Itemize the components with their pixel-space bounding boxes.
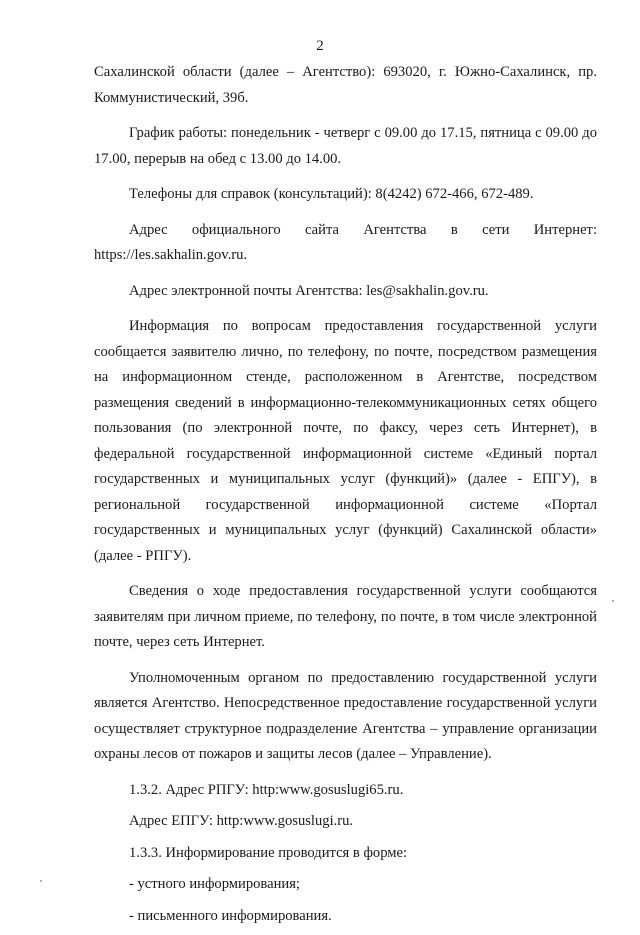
paragraph-website: Адрес официального сайта Агентства в сети Интернет: https://les.sakhalin.gov.ru. <box>94 221 597 263</box>
paragraph-agency-address: Сахалинской области (далее – Агентство): 693020, г. Южно-Сахалинск, пр. Коммунистический, 39б. <box>94 64 597 106</box>
paragraph-informing-forms: 1.3.3. Информирование проводится в форме: <box>129 844 408 861</box>
document-body <box>94 60 597 935</box>
list-item-oral: - устного информирования; <box>129 876 300 892</box>
paragraph-work-schedule: График работы: понедельник - четверг с 09.00 до 17.15, пятница с 09.00 до 17.00, перерыв на обед с 13.00 до 14.00. <box>94 125 597 167</box>
paragraph-rpgu-address: 1.3.2. Адрес РПГУ: http:www.gosuslugi65.ru. <box>129 781 404 798</box>
paragraph-information-channels: Информация по вопросам предоставления государственной услуги сообщается заявителю лично, по телефону, по почте, посредством размещения на информационном стенде, расположенном в Агентстве, посредством размещения сведений в информационно-телекоммуникационных сетях общего пользования (по электронной почте, по факсу, через сеть Интернет), в федеральной государственной информационной системе «Единый портал государственных и муниципальных услуг (функций)» (далее - ЕПГУ), в региональной государственной информационной системе «Портал государственных и муниципальных услуг (функций) Сахалинской области» (далее - РПГУ). <box>94 318 597 564</box>
paragraph-authorized-body: Уполномоченным органом по предоставлению государственной услуги является Агентство. Непосредственное предоставление государственной услуги осуществляет структурное подразделение Агентства – управление организации охраны лесов от пожаров и защиты лесов (далее – Управление). <box>94 669 597 762</box>
paragraph-status-info: Сведения о ходе предоставления государственной услуги сообщаются заявителям при личном приеме, по телефону, по почте, в том числе электронной почте, через сеть Интернет. <box>94 583 597 650</box>
paragraph-phones: Телефоны для справок (консультаций): 8(4242) 672-466, 672-489. <box>129 186 534 202</box>
list-item-written: - письменного информирования. <box>129 907 332 924</box>
scan-speck <box>40 880 42 882</box>
scan-speck <box>612 600 614 602</box>
page-number: 2 <box>316 38 324 54</box>
paragraph-epgu-address: Адрес ЕПГУ: http:www.gosuslugi.ru. <box>129 813 354 829</box>
paragraph-email: Адрес электронной почты Агентства: les@sakhalin.gov.ru. <box>129 282 489 299</box>
